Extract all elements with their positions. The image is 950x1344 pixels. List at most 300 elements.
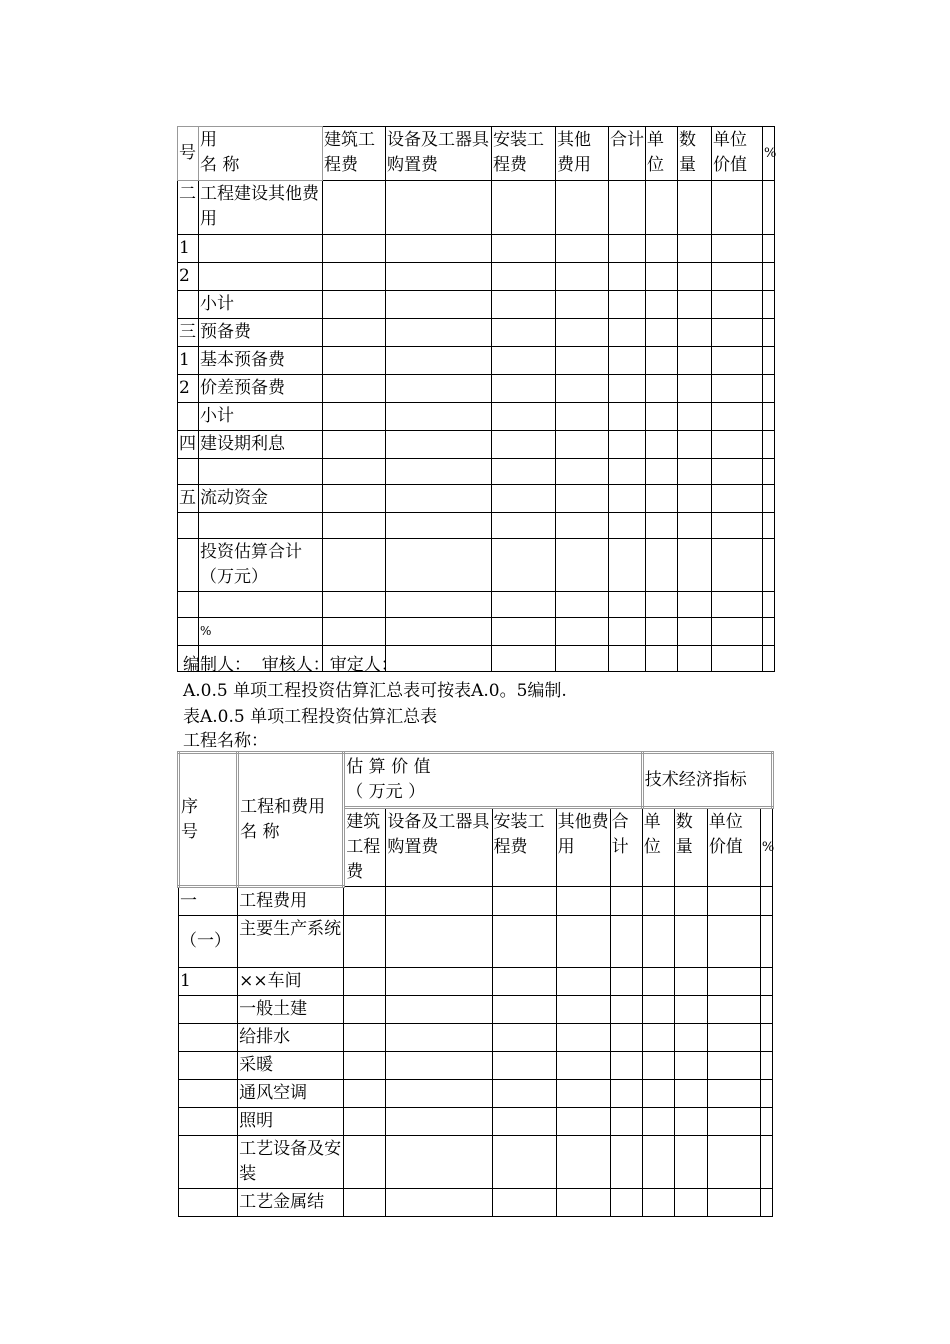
- value-cell: [674, 887, 707, 916]
- row-name: 照明: [238, 1108, 344, 1136]
- value-cell: [678, 181, 712, 235]
- value-cell: [556, 235, 609, 263]
- value-cell: [323, 291, 386, 319]
- value-cell: [556, 1136, 610, 1189]
- value-cell: [763, 618, 775, 646]
- value-cell: [386, 996, 492, 1024]
- value-cell: [609, 431, 646, 459]
- row-number: [179, 1080, 238, 1108]
- value-cell: [712, 235, 763, 263]
- table-caption: 表A.0.5 单项工程投资估算汇总表: [183, 707, 438, 727]
- value-cell: [386, 319, 492, 347]
- value-cell: [556, 485, 609, 513]
- value-cell: [707, 996, 760, 1024]
- value-cell: [707, 1189, 760, 1217]
- value-cell: [386, 1189, 492, 1217]
- value-cell: [609, 319, 646, 347]
- value-cell: [492, 646, 556, 672]
- value-cell: [674, 1080, 707, 1108]
- value-cell: [674, 996, 707, 1024]
- value-cell: [609, 646, 646, 672]
- value-cell: [492, 1052, 556, 1080]
- value-cell: [646, 181, 678, 235]
- row-name: 基本预备费: [199, 347, 323, 375]
- value-cell: [492, 403, 556, 431]
- value-cell: [323, 485, 386, 513]
- value-cell: [674, 916, 707, 968]
- value-cell: [712, 319, 763, 347]
- value-cell: [642, 1024, 674, 1052]
- value-cell: [610, 1189, 642, 1217]
- value-cell: [344, 1080, 386, 1108]
- table-row: [178, 375, 775, 403]
- value-cell: [712, 347, 763, 375]
- value-cell: [323, 539, 386, 592]
- row-number: 2: [178, 263, 199, 291]
- value-cell: [642, 1052, 674, 1080]
- row-number: 一: [179, 887, 238, 916]
- value-cell: [492, 916, 556, 968]
- value-cell: [492, 375, 556, 403]
- row-number: [179, 1052, 238, 1080]
- value-cell: [763, 431, 775, 459]
- value-cell: [556, 403, 609, 431]
- value-cell: [610, 887, 642, 916]
- value-cell: [678, 291, 712, 319]
- value-cell: [556, 887, 610, 916]
- value-cell: [344, 1052, 386, 1080]
- cost-table-1: [177, 126, 775, 672]
- row-name: 价差预备费: [199, 375, 323, 403]
- value-cell: [556, 319, 609, 347]
- value-cell: [492, 485, 556, 513]
- value-cell: [763, 592, 775, 618]
- value-cell: [492, 618, 556, 646]
- header-row-1: [179, 753, 773, 808]
- value-cell: [707, 1108, 760, 1136]
- value-cell: [674, 1189, 707, 1217]
- value-cell: [609, 181, 646, 235]
- sub-header-cell: 数量: [674, 808, 707, 887]
- value-cell: [678, 375, 712, 403]
- value-cell: [763, 485, 775, 513]
- value-cell: [646, 263, 678, 291]
- value-cell: [492, 592, 556, 618]
- cost-table-2: [177, 751, 774, 1217]
- row-name: 小计: [199, 291, 323, 319]
- value-cell: [712, 618, 763, 646]
- value-cell: [610, 996, 642, 1024]
- value-cell: [707, 887, 760, 916]
- value-cell: [760, 968, 772, 996]
- table-row: [179, 1024, 773, 1052]
- value-cell: [763, 459, 775, 485]
- value-cell: [642, 996, 674, 1024]
- value-cell: [642, 887, 674, 916]
- table-row: [179, 1136, 773, 1189]
- value-cell: [674, 1024, 707, 1052]
- row-number: 三: [178, 319, 199, 347]
- table-row: [179, 916, 773, 968]
- value-cell: [556, 459, 609, 485]
- row-name: [199, 513, 323, 539]
- row-name: [199, 235, 323, 263]
- value-cell: [492, 181, 556, 235]
- value-cell: [763, 646, 775, 672]
- row-name: 给排水: [238, 1024, 344, 1052]
- value-cell: [323, 459, 386, 485]
- row-number: （一）: [179, 916, 238, 968]
- value-cell: [556, 263, 609, 291]
- table-row: [178, 235, 775, 263]
- value-cell: [492, 235, 556, 263]
- value-cell: [646, 235, 678, 263]
- value-cell: [678, 618, 712, 646]
- header-cell: 建筑工程费: [323, 127, 386, 181]
- value-cell: [646, 347, 678, 375]
- value-cell: [674, 1136, 707, 1189]
- value-cell: [344, 996, 386, 1024]
- value-cell: [556, 513, 609, 539]
- value-cell: [323, 319, 386, 347]
- value-cell: [646, 646, 678, 672]
- sub-header-cell: 安装工程费: [492, 808, 556, 887]
- value-cell: [642, 1136, 674, 1189]
- row-number: 四: [178, 431, 199, 459]
- row-name: 采暖: [238, 1052, 344, 1080]
- value-cell: [760, 996, 772, 1024]
- value-cell: [609, 513, 646, 539]
- value-cell: [556, 1052, 610, 1080]
- value-cell: [760, 1052, 772, 1080]
- value-cell: [556, 618, 609, 646]
- value-cell: [610, 1136, 642, 1189]
- value-cell: [609, 618, 646, 646]
- row-number: [179, 1189, 238, 1217]
- value-cell: [610, 1108, 642, 1136]
- value-cell: [386, 646, 492, 672]
- value-cell: [712, 592, 763, 618]
- value-cell: [609, 485, 646, 513]
- value-cell: [678, 459, 712, 485]
- header-cell: 用 名 称: [199, 127, 323, 181]
- value-cell: [646, 319, 678, 347]
- value-cell: [609, 347, 646, 375]
- value-cell: [610, 916, 642, 968]
- value-cell: [760, 1136, 772, 1189]
- value-cell: [646, 375, 678, 403]
- value-cell: [707, 1024, 760, 1052]
- value-cell: [712, 403, 763, 431]
- value-cell: [610, 1024, 642, 1052]
- value-cell: [609, 263, 646, 291]
- value-cell: [763, 291, 775, 319]
- value-cell: [760, 916, 772, 968]
- value-cell: [707, 968, 760, 996]
- value-cell: [609, 592, 646, 618]
- value-cell: [678, 235, 712, 263]
- value-cell: [678, 485, 712, 513]
- value-cell: [646, 618, 678, 646]
- row-name: 投资估算合计（万元）: [199, 539, 323, 592]
- value-cell: [323, 403, 386, 431]
- value-cell: [763, 347, 775, 375]
- value-cell: [556, 1108, 610, 1136]
- sub-header-cell: 单位: [642, 808, 674, 887]
- row-name: %: [199, 618, 323, 646]
- value-cell: [707, 1080, 760, 1108]
- value-cell: [712, 459, 763, 485]
- row-name: ××车间: [238, 968, 344, 996]
- row-name: 工艺设备及安装: [238, 1136, 344, 1189]
- table-row: [178, 485, 775, 513]
- table-row: [179, 887, 773, 916]
- table-row: [179, 1108, 773, 1136]
- value-cell: [609, 235, 646, 263]
- value-cell: [344, 968, 386, 996]
- value-cell: [712, 291, 763, 319]
- value-cell: [678, 592, 712, 618]
- value-cell: [492, 968, 556, 996]
- row-number: [178, 459, 199, 485]
- header-row: [178, 127, 775, 181]
- sub-header-cell: 设备及工器具购置费: [386, 808, 492, 887]
- value-cell: [763, 319, 775, 347]
- value-cell: [674, 1108, 707, 1136]
- value-cell: [492, 291, 556, 319]
- value-cell: [642, 1108, 674, 1136]
- value-cell: [760, 1189, 772, 1217]
- note-line: A.0.5 单项工程投资估算汇总表可按表A.0。5编制.: [183, 681, 567, 701]
- row-number: [178, 618, 199, 646]
- header-cell: 数量: [678, 127, 712, 181]
- table-row: [178, 291, 775, 319]
- value-cell: [492, 263, 556, 291]
- value-cell: [492, 347, 556, 375]
- row-name: 小计: [199, 403, 323, 431]
- table-row: [178, 347, 775, 375]
- value-cell: [386, 916, 492, 968]
- value-cell: [678, 431, 712, 459]
- row-number: 二: [178, 181, 199, 235]
- sub-header-cell: 单位价值: [707, 808, 760, 887]
- value-cell: [492, 1189, 556, 1217]
- value-cell: [678, 539, 712, 592]
- value-cell: [386, 375, 492, 403]
- value-cell: [712, 181, 763, 235]
- value-cell: [712, 485, 763, 513]
- value-cell: [556, 646, 609, 672]
- header-cell: 设备及工器具购置费: [386, 127, 492, 181]
- table-row: [178, 431, 775, 459]
- value-cell: [386, 539, 492, 592]
- header-tech-index: 技术经济指标: [642, 753, 772, 808]
- row-number: [179, 996, 238, 1024]
- value-cell: [323, 513, 386, 539]
- value-cell: [646, 403, 678, 431]
- value-cell: [763, 375, 775, 403]
- value-cell: [609, 403, 646, 431]
- value-cell: [492, 431, 556, 459]
- value-cell: [556, 347, 609, 375]
- table-row: [178, 319, 775, 347]
- value-cell: [344, 1136, 386, 1189]
- row-number: 1: [178, 235, 199, 263]
- value-cell: [610, 968, 642, 996]
- row-number: [178, 291, 199, 319]
- row-name: [199, 459, 323, 485]
- table-row: [178, 459, 775, 485]
- value-cell: [386, 1108, 492, 1136]
- value-cell: [712, 263, 763, 291]
- value-cell: [760, 1080, 772, 1108]
- value-cell: [344, 916, 386, 968]
- value-cell: [386, 592, 492, 618]
- value-cell: [763, 263, 775, 291]
- sub-header-cell: %: [760, 808, 772, 887]
- header-cell: 合计: [609, 127, 646, 181]
- value-cell: [386, 431, 492, 459]
- value-cell: [609, 291, 646, 319]
- value-cell: [678, 347, 712, 375]
- value-cell: [386, 181, 492, 235]
- row-number: 1: [179, 968, 238, 996]
- row-number: [178, 592, 199, 618]
- row-name: 工程费用: [238, 887, 344, 916]
- value-cell: [323, 375, 386, 403]
- value-cell: [712, 513, 763, 539]
- value-cell: [323, 592, 386, 618]
- value-cell: [763, 539, 775, 592]
- value-cell: [386, 1080, 492, 1108]
- value-cell: [556, 375, 609, 403]
- value-cell: [323, 347, 386, 375]
- row-name: 建设期利息: [199, 431, 323, 459]
- value-cell: [556, 181, 609, 235]
- value-cell: [386, 291, 492, 319]
- table-row: [178, 403, 775, 431]
- sub-header-cell: 其他费用: [556, 808, 610, 887]
- row-name: 一般土建: [238, 996, 344, 1024]
- value-cell: [707, 916, 760, 968]
- value-cell: [556, 916, 610, 968]
- value-cell: [386, 235, 492, 263]
- value-cell: [763, 235, 775, 263]
- value-cell: [492, 319, 556, 347]
- signers-line: 编制人： 审核人：审定人：: [183, 655, 398, 675]
- row-name: [199, 592, 323, 618]
- value-cell: [609, 459, 646, 485]
- value-cell: [386, 1136, 492, 1189]
- table-row: [178, 513, 775, 539]
- value-cell: [646, 431, 678, 459]
- project-name-label: 工程名称：: [183, 731, 268, 751]
- value-cell: [323, 618, 386, 646]
- value-cell: [386, 618, 492, 646]
- table-row: [179, 1052, 773, 1080]
- row-name: 流动资金: [199, 485, 323, 513]
- row-name: 工程建设其他费用: [199, 181, 323, 235]
- sub-header-cell: 合计: [610, 808, 642, 887]
- header-cell: 单位: [646, 127, 678, 181]
- sub-header-cell: 建筑工程费: [344, 808, 386, 887]
- value-cell: [323, 235, 386, 263]
- value-cell: [712, 431, 763, 459]
- header-cell: %: [763, 127, 775, 181]
- row-name: 预备费: [199, 319, 323, 347]
- row-name: 主要生产系统: [238, 916, 344, 968]
- value-cell: [492, 1080, 556, 1108]
- table-row: [178, 618, 775, 646]
- value-cell: [344, 1189, 386, 1217]
- header-cell: 安装工程费: [492, 127, 556, 181]
- value-cell: [556, 996, 610, 1024]
- value-cell: [642, 916, 674, 968]
- value-cell: [492, 513, 556, 539]
- value-cell: [386, 485, 492, 513]
- value-cell: [556, 539, 609, 592]
- value-cell: [386, 347, 492, 375]
- value-cell: [492, 459, 556, 485]
- value-cell: [646, 485, 678, 513]
- value-cell: [386, 1052, 492, 1080]
- value-cell: [386, 1024, 492, 1052]
- row-number: [178, 513, 199, 539]
- row-number: 1: [178, 347, 199, 375]
- row-number: [178, 539, 199, 592]
- row-number: 五: [178, 485, 199, 513]
- value-cell: [763, 181, 775, 235]
- value-cell: [760, 887, 772, 916]
- value-cell: [646, 459, 678, 485]
- row-number: [179, 1108, 238, 1136]
- value-cell: [492, 1024, 556, 1052]
- value-cell: [712, 539, 763, 592]
- value-cell: [386, 403, 492, 431]
- table-row: [179, 1189, 773, 1217]
- value-cell: [610, 1080, 642, 1108]
- value-cell: [610, 1052, 642, 1080]
- value-cell: [556, 968, 610, 996]
- value-cell: [646, 592, 678, 618]
- value-cell: [763, 403, 775, 431]
- value-cell: [323, 431, 386, 459]
- header-cell: 单位价值: [712, 127, 763, 181]
- row-number: [178, 403, 199, 431]
- value-cell: [642, 1189, 674, 1217]
- row-number: [179, 1136, 238, 1189]
- value-cell: [760, 1024, 772, 1052]
- value-cell: [760, 1108, 772, 1136]
- value-cell: [646, 513, 678, 539]
- value-cell: [642, 1080, 674, 1108]
- value-cell: [556, 1080, 610, 1108]
- value-cell: [386, 459, 492, 485]
- value-cell: [646, 291, 678, 319]
- value-cell: [678, 646, 712, 672]
- value-cell: [674, 968, 707, 996]
- header-seq: 序 号: [179, 753, 238, 887]
- value-cell: [492, 1108, 556, 1136]
- table-row: [179, 1080, 773, 1108]
- value-cell: [556, 1024, 610, 1052]
- row-name: [199, 263, 323, 291]
- header-estimate: 估 算 价 值 （ 万元 ）: [344, 753, 642, 808]
- header-cell: 其他费用: [556, 127, 609, 181]
- value-cell: [609, 375, 646, 403]
- value-cell: [556, 592, 609, 618]
- row-name: 工艺金属结: [238, 1189, 344, 1217]
